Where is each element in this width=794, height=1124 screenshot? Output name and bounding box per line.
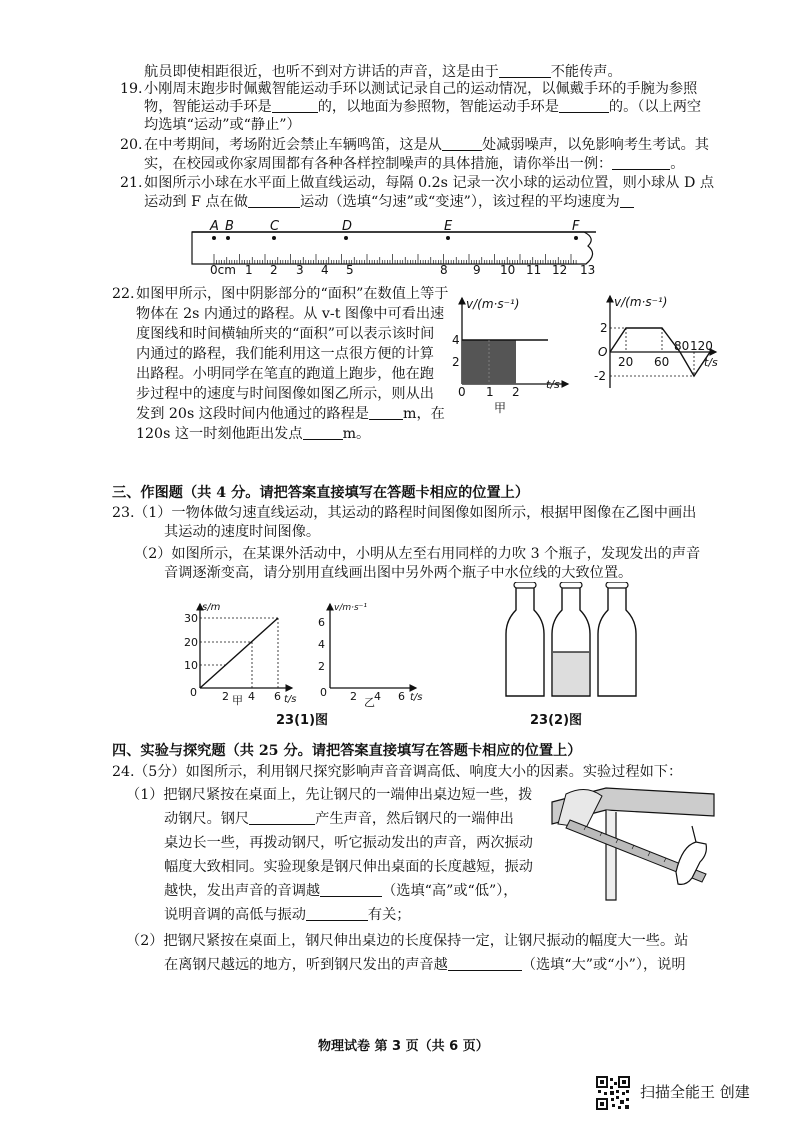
y-tick-6: 6	[318, 616, 325, 629]
graph-vt-yi-blank	[312, 596, 424, 708]
y-tick-4: 4	[452, 333, 460, 347]
x-tick-6: 6	[398, 690, 405, 703]
answer-blank[interactable]	[620, 193, 634, 208]
y-tick-30: 30	[184, 612, 198, 625]
section-3-heading: 三、作图题（共 4 分。请把答案直接填写在答题卡相应的位置上）	[112, 485, 530, 501]
q24-text-e: 说明音调的高低与振动	[164, 907, 306, 923]
q19-text-a: 物，智能运动手环是	[144, 99, 272, 115]
answer-blank[interactable]	[448, 956, 522, 971]
ruler-unit-label: 0cm	[210, 263, 236, 277]
x-tick-1: 1	[486, 385, 494, 399]
origin-label: O	[598, 345, 608, 359]
q20-line2	[144, 155, 684, 173]
point-label-a: A	[210, 219, 219, 234]
q23-line1: （1）一物体做匀速直线运动，其运动的路程时间图像如图所示，根据甲图像在乙图中画出	[134, 505, 697, 521]
q19-text-b: 的，以地面为参照物，智能运动手环是	[317, 99, 559, 115]
q20-text-b: 处减弱噪声，以免影响考生考试。其	[481, 137, 709, 153]
answer-blank[interactable]	[442, 136, 482, 151]
q22-line4: 内通过的路程，我们能利用这一点很方便的计算	[136, 346, 434, 362]
answer-blank[interactable]	[249, 810, 315, 825]
hand-press-icon	[558, 789, 602, 828]
q22-line1: 如图甲所示，图中阴影部分的“面积”在数值上等于	[136, 286, 449, 302]
ball-point-d	[344, 236, 348, 240]
ball-point-f	[574, 236, 578, 240]
graph-st-jia	[180, 596, 300, 708]
q24-text-a: 动钢尺。钢尺	[164, 811, 250, 827]
q21-line2	[144, 193, 634, 211]
ball-point-b	[226, 236, 230, 240]
x-tick-0: 0	[458, 385, 466, 399]
x-tick-2: 2	[512, 385, 520, 399]
x-tick-120: 120	[690, 339, 713, 353]
ruler-tick-1: 1	[245, 263, 253, 277]
y-tick-20: 20	[184, 636, 198, 649]
q24-line2	[164, 810, 514, 828]
q24-text-h: （选填“大”或“小”），说明	[521, 957, 686, 973]
point-label-d: D	[342, 219, 353, 234]
q24-text-d: （选填“高”或“低”），	[382, 883, 518, 899]
page-footer: 物理试卷 第 3 页（共 6 页）	[318, 1039, 489, 1054]
graph-caption: 甲	[494, 401, 507, 415]
x-tick-6: 6	[274, 690, 281, 703]
graph-caption: 甲	[232, 694, 243, 707]
q22-text-c: 120s 这一时刻他距出发点	[136, 426, 303, 442]
x-tick-4: 4	[248, 690, 255, 703]
q19-text-c: 的。（以上两空	[608, 99, 702, 115]
bottle-3[interactable]	[598, 582, 636, 696]
q23-number: 23.	[112, 505, 135, 521]
y-axis-label: v/m·s⁻¹	[334, 603, 368, 613]
graph-jia-vt	[446, 288, 576, 416]
ball-point-e	[446, 236, 450, 240]
q23-line4: 音调逐渐变高，请分别用直线画出图中另外两个瓶子中水位线的大致位置。	[164, 565, 633, 581]
point-label-c: C	[270, 219, 280, 234]
point-label-b: B	[225, 219, 234, 234]
q24-intro: （5分）如图所示，利用钢尺探究影响声音音调高低、响度大小的因素。实验过程如下：	[134, 764, 683, 780]
q22-text-d: m。	[342, 426, 371, 442]
ruler-tick-11: 11	[526, 263, 542, 277]
x-axis-label: t/s	[704, 356, 718, 369]
bottles-figure	[500, 582, 644, 700]
q24-line3: 桌边长一些，再拨动钢尺，听它振动发出的声音，两次振动	[164, 835, 533, 851]
q21-text-b: 运动（选填“匀速”或“变速”），该过程的平均速度为	[300, 194, 620, 210]
q19-line2	[144, 98, 701, 116]
q23-line3: （2）如图所示，在某课外活动中，小明从左至右用同样的力吹 3 个瓶子，发现发出的声音	[134, 546, 701, 562]
x-tick-80: 80	[674, 339, 690, 353]
q18-text-b: 不能传声。	[550, 64, 622, 80]
qr-code-icon	[596, 1076, 630, 1110]
y-tick-2: 2	[600, 321, 608, 335]
x-axis-label: t/s	[284, 694, 297, 705]
q20-text-d: 。	[670, 156, 685, 172]
q22-line5: 出路程。小明同学在笔直的跑道上跑步，他在跑	[136, 366, 434, 382]
answer-blank[interactable]	[306, 906, 368, 921]
q19-line1: 小刚周末跑步时佩戴智能运动手环以测试记录自己的运动情况，以佩戴手环的手腕为参照	[144, 81, 698, 97]
point-label-f: F	[572, 219, 580, 234]
y-tick-10: 10	[184, 659, 198, 672]
y-tick-neg2: -2	[594, 369, 606, 383]
figure-caption-23-2: 23(2)图	[530, 713, 583, 728]
x-tick-0: 0	[190, 686, 197, 699]
answer-blank[interactable]	[612, 155, 670, 170]
q22-text-a: 发到 20s 这段时间内他通过的路程是	[136, 406, 369, 422]
q20-text-a: 在中考期间，考场附近会禁止车辆鸣笛，这是从	[144, 137, 442, 153]
x-tick-2: 2	[222, 690, 229, 703]
q24-line5	[164, 882, 518, 900]
q18-text-a: 航员即使相距很近，也听不到对方讲话的声音，这是由于	[144, 64, 499, 80]
q22-line2: 物体在 2s 内通过的路程。从 v-t 图像中可看出速	[136, 306, 445, 322]
bottle-1[interactable]	[506, 582, 544, 696]
ruler-tick-4: 4	[321, 263, 329, 277]
q24-line4: 幅度大致相同。实验现象是钢尺伸出桌面的长度越短，振动	[164, 859, 533, 875]
q21-number: 21.	[120, 175, 143, 191]
y-axis-label: s/m	[202, 602, 221, 613]
ruler-figure	[184, 218, 608, 278]
ruler-tick-3: 3	[296, 263, 304, 277]
x-tick-0: 0	[320, 686, 327, 699]
graph-yi-vt	[592, 288, 722, 400]
q18-tail	[144, 63, 622, 81]
ruler-tick-9: 9	[473, 263, 481, 277]
answer-blank[interactable]	[303, 425, 343, 440]
q22-line7	[136, 405, 445, 423]
section-4-heading: 四、实验与探究题（共 25 分。请把答案直接填写在答题卡相应的位置上）	[112, 743, 582, 759]
ruler-tick-12: 12	[552, 263, 568, 277]
ruler-tick-10: 10	[500, 263, 516, 277]
q22-number: 22.	[112, 286, 135, 302]
x-tick-20: 20	[618, 355, 634, 369]
y-axis-label: v/(m·s⁻¹)	[614, 295, 668, 309]
q22-text-b: m，在	[402, 406, 445, 422]
q20-line1	[144, 136, 709, 154]
bottle-2[interactable]	[552, 582, 590, 696]
figure-caption-23-1: 23(1)图	[276, 713, 329, 728]
x-axis-label: t/s	[410, 692, 423, 703]
ruler-tick-13: 13	[580, 263, 596, 277]
y-tick-4: 4	[318, 638, 325, 651]
steel-ruler-illustration	[546, 782, 716, 910]
ruler-tick-5: 5	[346, 263, 354, 277]
q24-text-c: 越快，发出声音的音调越	[164, 883, 321, 899]
q21-line1: 如图所示小球在水平面上做直线运动，每隔 0.2s 记录一次小球的运动位置，则小球从 D 点	[144, 175, 715, 191]
scanner-watermark: 扫描全能王 创建	[640, 1083, 750, 1101]
y-tick-2: 2	[452, 355, 460, 369]
point-label-e: E	[444, 219, 453, 234]
x-tick-4: 4	[374, 690, 381, 703]
water-level	[553, 652, 589, 695]
ruler-tick-8: 8	[440, 263, 448, 277]
answer-blank[interactable]	[369, 405, 403, 420]
ball-point-c	[272, 236, 276, 240]
answer-blank[interactable]	[499, 63, 551, 78]
q20-text-c: 实，在校园或你家周围都有各种各样控制噪声的具体措施，请你举出一例：	[144, 156, 613, 172]
x-tick-2: 2	[350, 690, 357, 703]
q24-number: 24.	[112, 764, 135, 780]
y-tick-2: 2	[318, 660, 325, 673]
q24-text-b: 产生声音，然后钢尺的一端伸出	[315, 811, 514, 827]
q24-text-g: 在离钢尺越远的地方，听到钢尺发出的声音越	[164, 957, 448, 973]
q19-line3: 均选填“运动”或“静止”）	[144, 117, 301, 133]
y-axis-label: v/(m·s⁻¹)	[466, 297, 520, 311]
q22-line3: 度图线和时间横轴所夹的“面积”可以表示该时间	[136, 326, 435, 342]
q24-line7: （2）把钢尺紧按在桌面上，钢尺伸出桌边的长度保持一定，让钢尺振动的幅度大一些。站	[126, 933, 689, 949]
q24-text-f: 有关；	[367, 907, 411, 923]
q22-line6: 步过程中的速度与时间图像如图乙所示，则从出	[136, 386, 434, 402]
q19-number: 19.	[120, 81, 143, 97]
q24-line8	[164, 956, 686, 974]
ruler-tick-2: 2	[270, 263, 278, 277]
q24-line6	[164, 906, 410, 924]
table-leg	[606, 810, 616, 900]
q21-text-a: 运动到 F 点在做	[144, 194, 248, 210]
q20-number: 20.	[120, 137, 143, 153]
x-tick-60: 60	[654, 355, 670, 369]
graph-caption: 乙	[364, 696, 375, 708]
q24-line1: （1）把钢尺紧按在桌面上，先让钢尺的一端伸出桌边短一些，拨	[126, 787, 533, 803]
answer-blank[interactable]	[320, 882, 382, 897]
ball-point-a	[212, 236, 216, 240]
q23-line2: 其运动的速度时间图像。	[164, 524, 321, 540]
answer-blank[interactable]	[559, 98, 609, 113]
distance-line	[200, 618, 278, 688]
q22-line8	[136, 425, 370, 443]
answer-blank[interactable]	[248, 193, 300, 208]
answer-blank[interactable]	[272, 98, 318, 113]
x-axis-label: t/s	[546, 378, 560, 391]
